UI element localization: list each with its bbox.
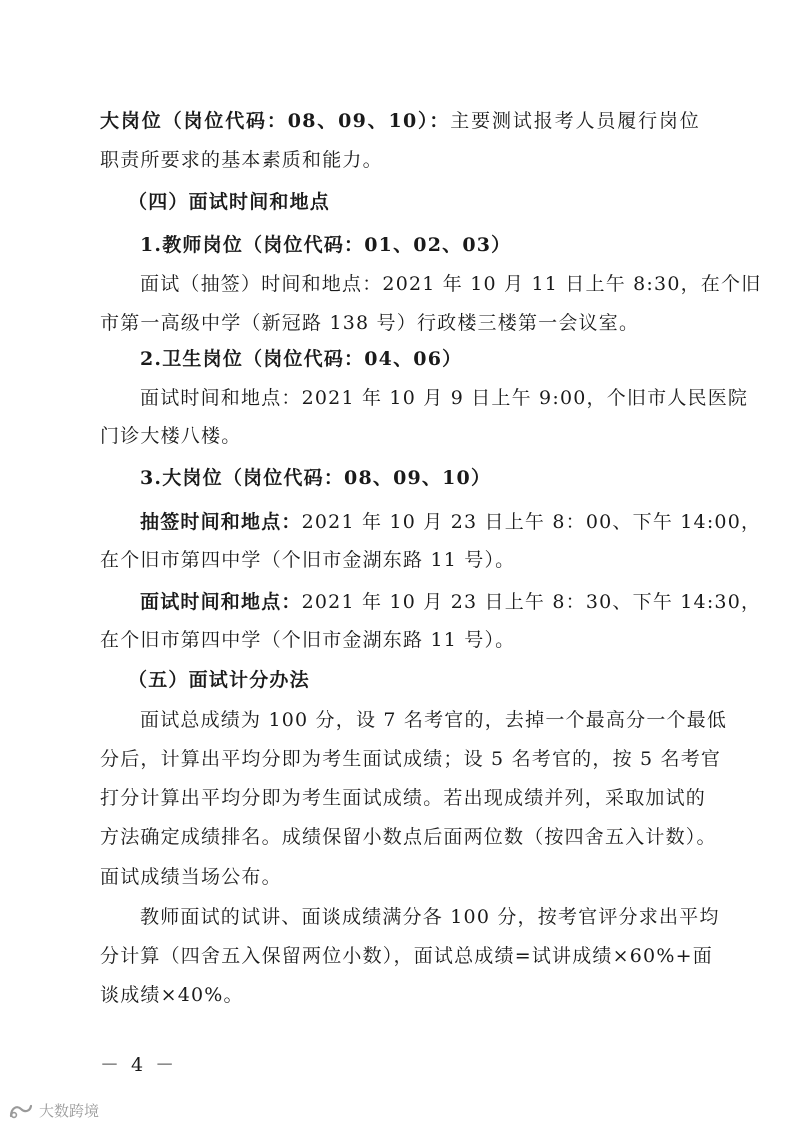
brand-logo-icon: [8, 1102, 34, 1120]
bold-lead-text: 大岗位（岗位代码：08、09、10）：: [100, 110, 451, 132]
paragraph-line: 面试时间和地点：2021 年 10 月 9 日上午 9:00，个旧市人民医院: [140, 387, 749, 409]
watermark-text: 大数跨境: [39, 1102, 100, 1120]
paragraph-line: 谈成绩×40%。: [100, 984, 244, 1006]
section-heading-4: （四）面试时间和地点: [128, 191, 331, 213]
paragraph-line: 分计算（四舍五入保留两位小数），面试总成绩=试讲成绩×60%+面: [100, 945, 713, 967]
subsection-title-general: 3.大岗位（岗位代码：08、09、10）: [140, 467, 492, 489]
paragraph-line: 职责所要求的基本素质和能力。: [100, 149, 383, 171]
paragraph-line: 教师面试的试讲、面谈成绩满分各 100 分，按考官评分求出平均: [140, 906, 720, 928]
paragraph-line: [140, 589, 762, 615]
page-number: － 4 －: [100, 1054, 178, 1076]
body-text: 2021 年 10 月 23 日上午 8：30、下午 14:30，: [301, 591, 762, 613]
bold-lead-text: 面试时间和地点：: [140, 591, 302, 613]
paragraph-line: 方法确定成绩排名。成绩保留小数点后面两位数（按四舍五入计数）。: [100, 826, 717, 848]
subsection-title-teacher: 1.教师岗位（岗位代码：01、02、03）: [140, 234, 512, 256]
watermark: [8, 1100, 99, 1121]
paragraph-line: 打分计算出平均分即为考生面试成绩。若出现成绩并列，采取加试的: [100, 787, 707, 809]
section-heading-5: （五）面试计分办法: [128, 669, 310, 691]
paragraph-line: 面试成绩当场公布。: [100, 866, 282, 888]
paragraph-line: 在个旧市第四中学（个旧市金湖东路 11 号）。: [100, 629, 516, 651]
subsection-title-health: 2.卫生岗位（岗位代码：04、06）: [140, 348, 463, 370]
bold-lead-text: 抽签时间和地点：: [140, 511, 302, 533]
paragraph-line: 市第一高级中学（新冠路 138 号）行政楼三楼第一会议室。: [100, 312, 640, 334]
paragraph-line: 门诊大楼八楼。: [100, 425, 242, 447]
paragraph-line: 面试总成绩为 100 分，设 7 名考官的，去掉一个最高分一个最低: [140, 709, 728, 731]
paragraph-line: [100, 108, 700, 134]
paragraph-line: 分后，计算出平均分即为考生面试成绩；设 5 名考官的，按 5 名考官: [100, 748, 722, 770]
body-text: 2021 年 10 月 23 日上午 8：00、下午 14:00，: [301, 511, 762, 533]
paragraph-line: 面试（抽签）时间和地点：2021 年 10 月 11 日上午 8:30，在个旧: [140, 273, 762, 295]
paragraph-line: [140, 509, 762, 535]
body-text: 主要测试报考人员履行岗位: [450, 110, 701, 132]
paragraph-line: 在个旧市第四中学（个旧市金湖东路 11 号）。: [100, 549, 516, 571]
